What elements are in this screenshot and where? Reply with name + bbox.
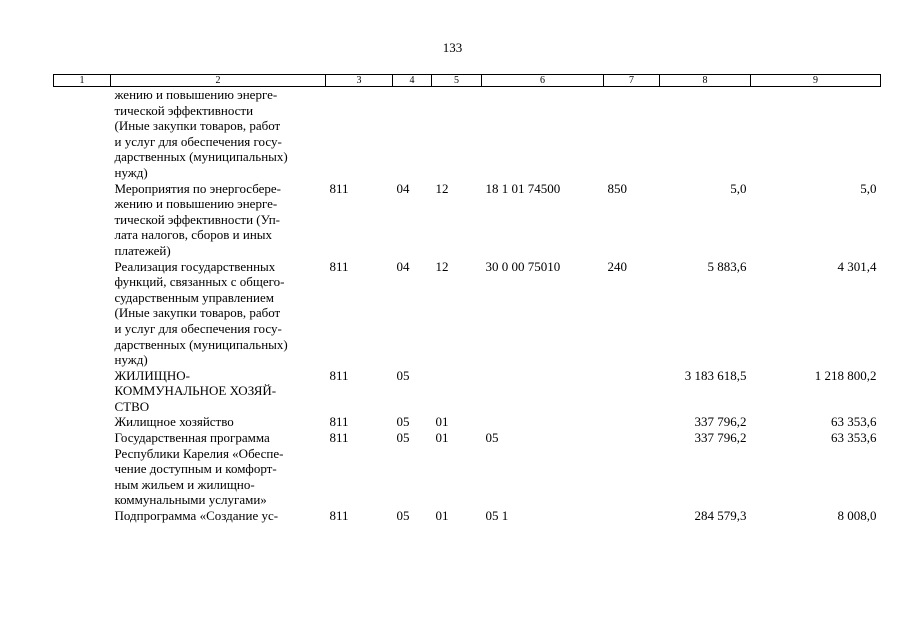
table-row — [54, 508, 881, 524]
subsection-code — [432, 87, 482, 181]
column-header: 4 — [393, 75, 432, 87]
column-header: 2 — [111, 75, 326, 87]
expense-type-code — [604, 430, 660, 508]
section-code — [393, 87, 432, 181]
expense-type-code: 850 — [607, 180, 627, 196]
target-article-code: 05 1 — [485, 508, 509, 524]
item-name-line: жению и повышению энерге- — [114, 196, 278, 212]
amount-col-9: 63 353,6 — [831, 430, 877, 446]
empty-cell — [54, 368, 111, 415]
page-number: 133 — [442, 40, 463, 55]
column-header: 5 — [432, 75, 482, 87]
item-name-line: Жилищное хозяйство — [114, 414, 234, 430]
table-row — [54, 368, 881, 415]
admin-code: 811 — [329, 258, 349, 274]
item-name-line: ЖИЛИЩНО- — [114, 367, 190, 383]
item-name-line: КОММУНАЛЬНОЕ ХОЗЯЙ- — [114, 383, 277, 399]
item-name-line: дарственных (муниципальных) — [114, 149, 288, 165]
subsection-code — [432, 368, 482, 415]
subsection-code: 12 — [435, 180, 449, 196]
expense-type-code: 240 — [607, 258, 627, 274]
admin-code — [326, 87, 393, 181]
section-code: 04 — [396, 180, 410, 196]
amount-col-8: 3 183 618,5 — [684, 367, 747, 383]
item-name-line: Мероприятия по энергосбере- — [114, 180, 282, 196]
target-article-code — [482, 414, 604, 430]
budget-table — [53, 74, 881, 524]
amount-col-8: 284 579,3 — [694, 508, 747, 524]
amount-col-9: 4 301,4 — [837, 258, 877, 274]
table-row — [54, 181, 881, 259]
item-name-line: функций, связанных с общего- — [114, 274, 285, 290]
item-name-line: нужд) — [114, 352, 148, 368]
item-name-line: СТВО — [114, 398, 150, 414]
subsection-code: 01 — [435, 508, 449, 524]
amount-col-9: 63 353,6 — [831, 414, 877, 430]
amount-col-9 — [751, 87, 881, 181]
item-name — [111, 508, 326, 524]
item-name-line: платежей) — [114, 242, 171, 258]
item-name-line: Республики Карелия «Обеспе- — [114, 445, 284, 461]
item-name — [111, 87, 326, 181]
expense-type-code — [604, 414, 660, 430]
column-number-row — [54, 75, 881, 87]
item-name-line: ным жильем и жилищно- — [114, 476, 255, 492]
table-row — [54, 414, 881, 430]
amount-col-8: 337 796,2 — [694, 414, 747, 430]
item-name-line: и услуг для обеспечения госу- — [114, 133, 282, 149]
column-header: 3 — [326, 75, 393, 87]
target-article-code — [482, 87, 604, 181]
admin-code: 811 — [329, 508, 349, 524]
item-name — [111, 414, 326, 430]
table-row — [54, 87, 881, 181]
amount-col-8: 337 796,2 — [694, 430, 747, 446]
item-name — [111, 181, 326, 259]
item-name-line: Реализация государственных — [114, 258, 276, 274]
item-name-line: тической эффективности (Уп- — [114, 211, 280, 227]
column-header: 1 — [54, 75, 111, 87]
empty-cell — [54, 414, 111, 430]
item-name — [111, 430, 326, 508]
item-name — [111, 259, 326, 368]
target-article-code: 30 0 00 75010 — [485, 258, 561, 274]
item-name-line: лата налогов, сборов и иных — [114, 227, 273, 243]
admin-code: 811 — [329, 180, 349, 196]
item-name-line: жению и повышению энерге- — [114, 87, 278, 102]
item-name — [111, 368, 326, 415]
item-name-line: дарственных (муниципальных) — [114, 336, 288, 352]
section-code: 05 — [396, 414, 410, 430]
table-row — [54, 430, 881, 508]
item-name-line: Государственная программа — [114, 430, 270, 446]
column-header: 7 — [604, 75, 660, 87]
section-code: 05 — [396, 430, 410, 446]
admin-code: 811 — [329, 367, 349, 383]
item-name-line: (Иные закупки товаров, работ — [114, 118, 281, 134]
empty-cell — [54, 430, 111, 508]
target-article-code — [482, 368, 604, 415]
expense-type-code — [604, 368, 660, 415]
section-code: 05 — [396, 508, 410, 524]
column-header: 8 — [660, 75, 751, 87]
table-row — [54, 259, 881, 368]
subsection-code: 12 — [435, 258, 449, 274]
item-name-line: и услуг для обеспечения госу- — [114, 320, 282, 336]
item-name-line: (Иные закупки товаров, работ — [114, 305, 281, 321]
item-name-line: коммунальными услугами» — [114, 492, 267, 508]
subsection-code: 01 — [435, 414, 449, 430]
admin-code: 811 — [329, 414, 349, 430]
amount-col-9: 1 218 800,2 — [814, 367, 877, 383]
empty-cell — [54, 181, 111, 259]
table-body — [54, 87, 881, 524]
column-header: 6 — [482, 75, 604, 87]
item-name-line: сударственным управлением — [114, 289, 274, 305]
target-article-code: 18 1 01 74500 — [485, 180, 561, 196]
target-article-code: 05 — [485, 430, 499, 446]
item-name-line: Подпрограмма «Создание ус- — [114, 508, 279, 524]
expense-type-code — [604, 508, 660, 524]
empty-cell — [54, 259, 111, 368]
amount-col-9: 8 008,0 — [837, 508, 877, 524]
expense-type-code — [604, 87, 660, 181]
item-name-line: тической эффективности — [114, 102, 254, 118]
item-name-line: чение доступным и комфорт- — [114, 461, 277, 477]
amount-col-8: 5,0 — [730, 180, 747, 196]
subsection-code: 01 — [435, 430, 449, 446]
section-code: 05 — [396, 367, 410, 383]
section-code: 04 — [396, 258, 410, 274]
column-header: 9 — [751, 75, 881, 87]
item-name-line: нужд) — [114, 164, 148, 180]
amount-col-8: 5 883,6 — [707, 258, 747, 274]
amount-col-9: 5,0 — [860, 180, 877, 196]
admin-code: 811 — [329, 430, 349, 446]
amount-col-8 — [660, 87, 751, 181]
empty-cell — [54, 87, 111, 181]
empty-cell — [54, 508, 111, 524]
